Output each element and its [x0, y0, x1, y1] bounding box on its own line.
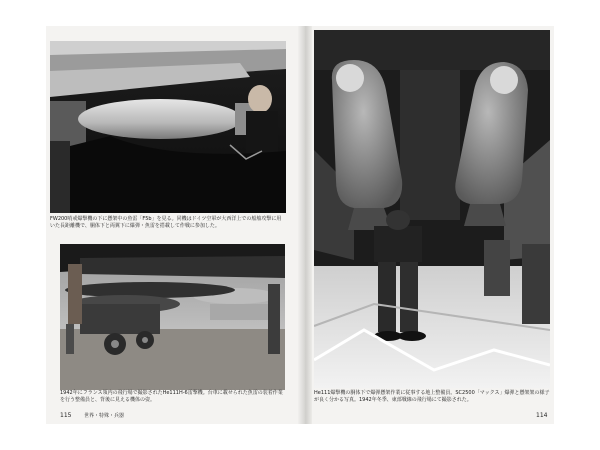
caption-top-left: FW200哨戒爆撃機の下に懸架中の魚雷「F5b」を見る。同機はドイツ空軍が大西洋上での船舶攻撃に用いた長距離機で、胴体下と両翼下に爆弾・魚雷を搭載して作戦に参加した。: [50, 216, 282, 229]
photo-bombs-under-bay: [314, 30, 550, 388]
caption-right: He111爆撃機の胴体下で爆弾懸架作業に従事する地上整備員。SC2500「マックス」爆弾と懸架架の様子が良く分かる写真。1942年冬季、東部戦線の飛行場にて撮影された。: [314, 390, 550, 403]
torpedo-on-cart-airfield-photo-icon: [60, 244, 285, 390]
bombs-under-bay-snow-photo-icon: [314, 30, 550, 388]
page-number-right: 114: [536, 412, 548, 419]
photo-aircraft-torpedo-top: [50, 41, 286, 213]
book-gutter: [298, 26, 312, 424]
caption-bottom-left: 1942年にフランス領内の飛行場で撮影されたHe111H-6雷撃機。台車に載せられた魚雷の装着作業を行う整備員と、背後に見える機体の姿。: [60, 390, 283, 403]
running-head-left: 世界・特殊・兵器: [84, 413, 125, 419]
aircraft-underwing-torpedo-photo-icon: [50, 41, 286, 213]
photo-torpedo-cart: [60, 244, 285, 390]
page-number-left: 115: [60, 412, 72, 419]
